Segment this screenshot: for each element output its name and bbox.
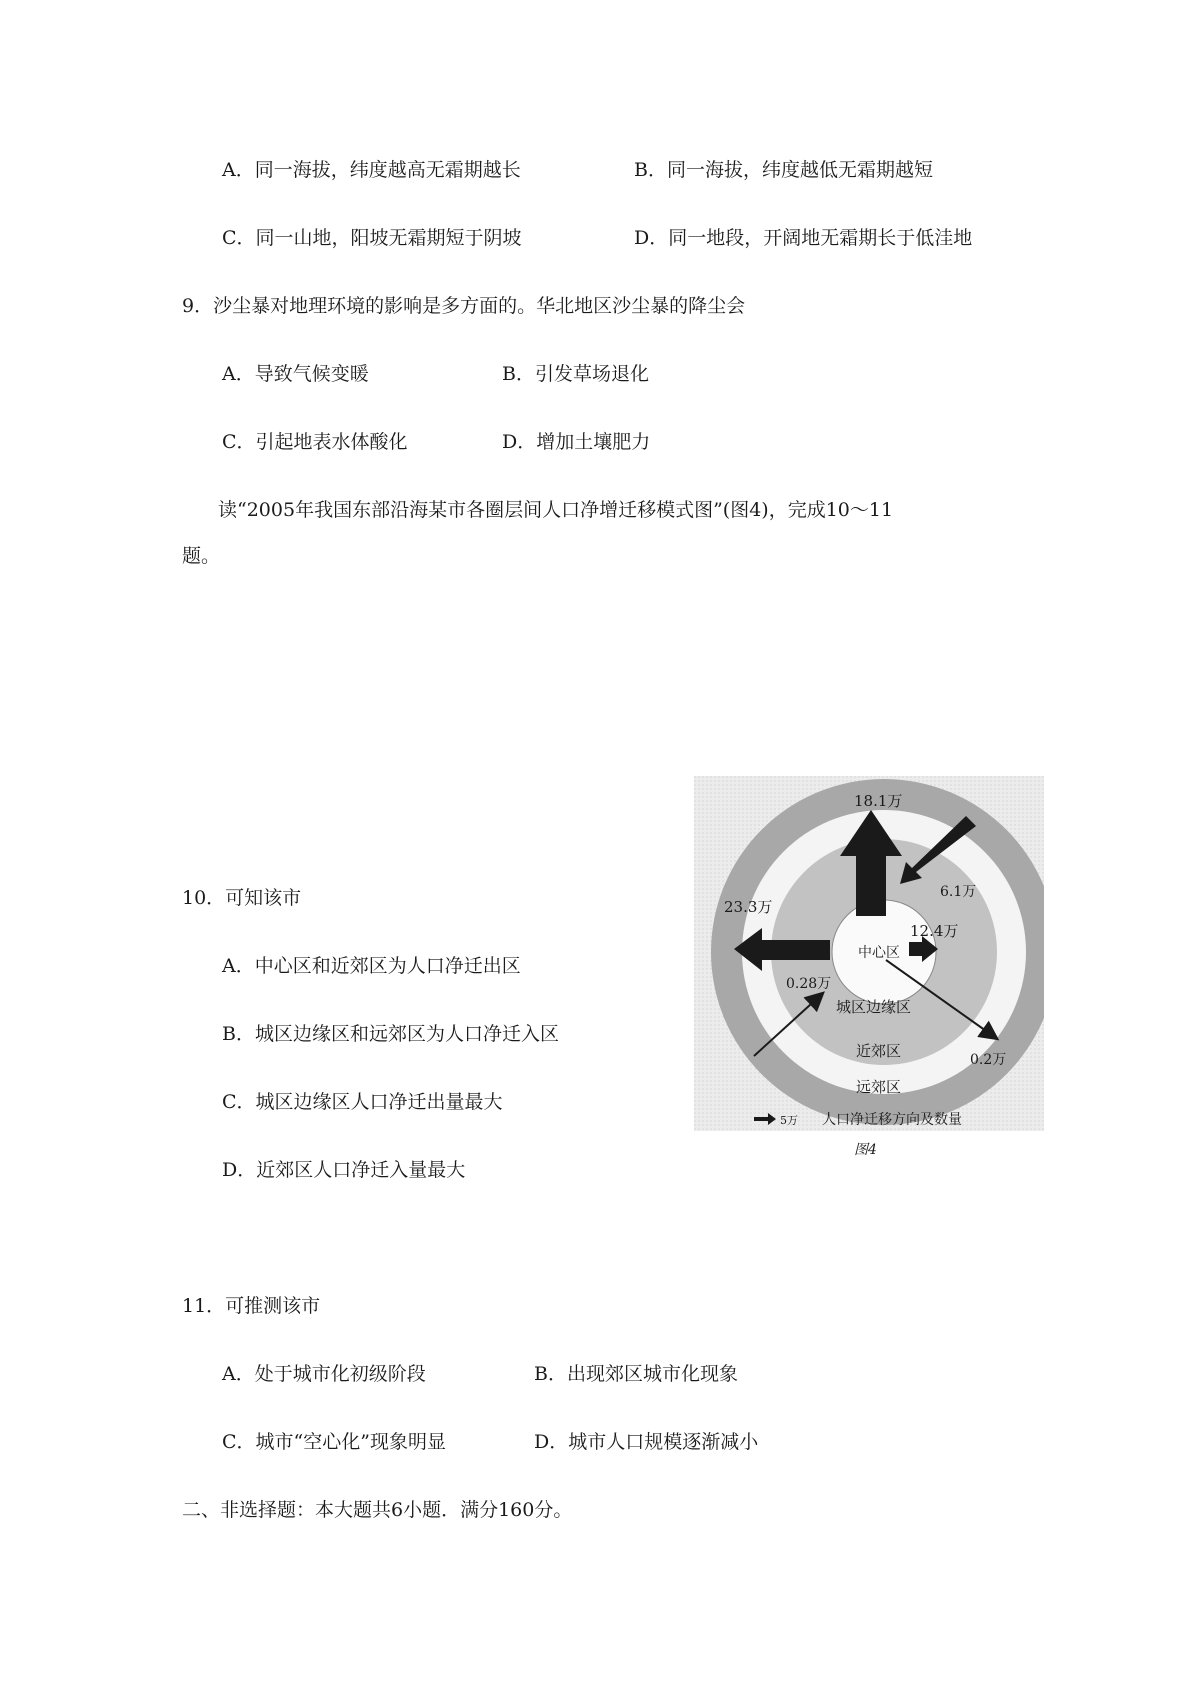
label-right: 12.4万 — [910, 922, 959, 940]
q9-option-a: A．导致气候变暖 — [222, 363, 369, 385]
intro-line-1: 读“2005年我国东部沿海某市各圈层间人口净增迁移模式图”(图4)，完成10～11 — [218, 499, 894, 521]
q11-option-a: A．处于城市化初级阶段 — [222, 1363, 426, 1385]
label-up: 18.1万 — [854, 792, 903, 810]
q10-stem: 10．可知该市 — [182, 887, 302, 909]
figure-caption: 图4 — [854, 1142, 877, 1158]
q10-option-c: C．城区边缘区人口净迁出量最大 — [222, 1091, 503, 1113]
q8-option-c: C．同一山地，阳坡无霜期短于阴坡 — [222, 227, 522, 249]
zone-label-edge: 城区边缘区 — [836, 998, 912, 1016]
q10-option-a: A．中心区和近郊区为人口净迁出区 — [222, 955, 521, 977]
zone-label-far: 远郊区 — [856, 1078, 902, 1096]
q9-stem: 9．沙尘暴对地理环境的影响是多方面的。华北地区沙尘暴的降尘会 — [182, 295, 746, 317]
q11-option-c: C．城市“空心化”现象明显 — [222, 1431, 446, 1453]
q11-stem: 11．可推测该市 — [182, 1295, 321, 1317]
q8-option-d: D．同一地段，开阔地无霜期长于低洼地 — [634, 227, 973, 249]
q10-option-d: D．近郊区人口净迁入量最大 — [222, 1159, 466, 1181]
figure-4 — [694, 776, 1044, 1166]
label-northeast-in: 6.1万 — [940, 884, 977, 900]
migration-diagram — [694, 776, 1044, 1166]
intro-line-2: 题。 — [182, 545, 221, 567]
legend-scale: 5万 — [780, 1114, 798, 1127]
legend-text: 人口净迁移方向及数量 — [822, 1112, 962, 1128]
q9-option-c: C．引起地表水体酸化 — [222, 431, 408, 453]
section-2-heading: 二、非选择题：本大题共6小题．满分160分。 — [182, 1499, 573, 1521]
q8-option-a: A．同一海拔，纬度越高无霜期越长 — [222, 159, 521, 181]
label-southeast-out: 0.2万 — [970, 1052, 1007, 1068]
q9-option-d: D．增加土壤肥力 — [502, 431, 651, 453]
label-left: 23.3万 — [724, 898, 773, 916]
q11-option-b: B．出现郊区城市化现象 — [534, 1363, 738, 1385]
label-southwest-in: 0.28万 — [786, 976, 832, 992]
q11-option-d: D．城市人口规模逐渐减小 — [534, 1431, 759, 1453]
q8-option-b: B．同一海拔，纬度越低无霜期越短 — [634, 159, 933, 181]
zone-label-near: 近郊区 — [856, 1042, 902, 1060]
q10-option-b: B．城区边缘区和远郊区为人口净迁入区 — [222, 1023, 559, 1045]
q9-option-b: B．引发草场退化 — [502, 363, 649, 385]
zone-label-center: 中心区 — [858, 945, 900, 961]
